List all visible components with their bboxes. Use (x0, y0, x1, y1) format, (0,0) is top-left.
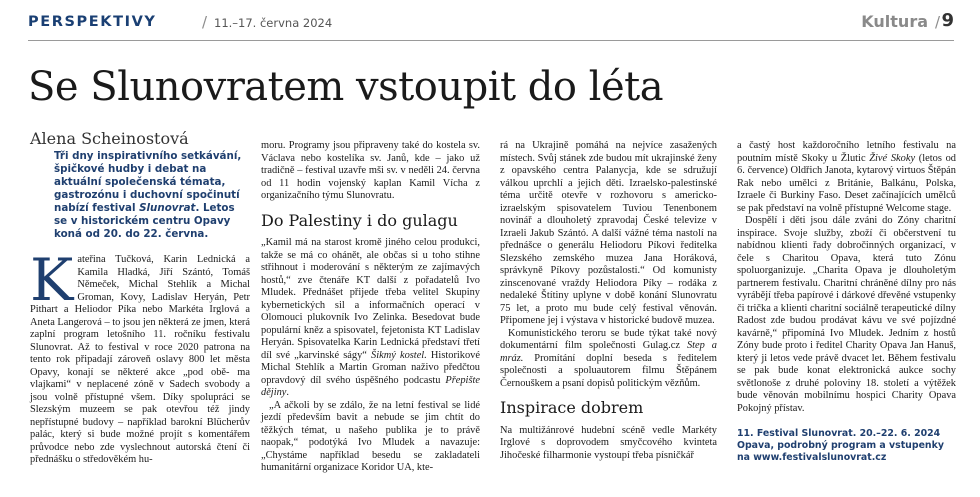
festival-info-box (737, 428, 956, 464)
body-paragraph: Na multižánrové hudební scéně vedle Markéty Irglové s doprovodem smyčcového kvinteta Jihočeské filharmonie vystoupí třeba písničkář (500, 424, 717, 461)
festival-info-line: Opava, podrobný program a vstupenky (737, 440, 944, 451)
section-separator: / (934, 13, 940, 31)
issue-date: 11.–17. června 2024 (214, 16, 333, 30)
subheading-palestine-gulag: Do Palestiny i do gulagu (261, 210, 458, 230)
article-column-1 (30, 150, 250, 467)
article-lead: Tři dny inspirativního setkávání, špičkové hudby i debat na aktuální společenská témata, gastrozónu i duchovní spočinutí nabízí festival Slunovrat. Letos se v historickém centru Opavy koná od 20. do 22. června. (54, 150, 242, 240)
festival-info-line: 11. Festival Slunovrat. 20.–22. 6. 2024 (737, 428, 941, 439)
body-paragraph: Komunistického teroru se bude týkat také nový dokumentární film společnosti Gulag.cz Step a mráz. Promítání doplní beseda s ředitelem společnosti a spoluautorem filmu Štěpánem Černouškem a psaní dopisů politickým vězňům. (500, 327, 718, 389)
body-paragraph: Dospělí i děti jsou dále zváni do Zóny charitní inspirace. Svoje služby, zboží či občerstvení tu nabídnou klienti řady dobročinných organizací, v čele s Charitou Opava, která tuto Zónu spoluorganizuje. „Charita Opava je dlouholetým partnerem festivalu. Charitní chráněné dílny pro nás vyrábějí třeba papírové i dárkové dřevěné vstupenky či trička a klienti charitní sociálně terapeutické dílny Radost zde budou prodávat kávu ve své pojízdné kavárně,“ připomíná Ivo Mludek. Jedním z hostů Zóny bude proto i ředitel Charity Opava Jan Hanuš, který ji letos vede právě dvacet let. Během festivalu se pak bude konat elektronická aukce sochy světlonoše z druhé poloviny 18. století a výtěžek bude věnován mobilnímu hospici Charity Opava Pokojný přístav. (737, 215, 956, 414)
section-name: Kultura (861, 12, 928, 31)
page-number: 9 (941, 10, 954, 31)
article-column-3 (500, 140, 717, 462)
festival-website-link[interactable]: na www.festivalslunovrat.cz (737, 452, 887, 463)
article-author: Alena Scheinostová (30, 129, 189, 148)
article-column-4 (737, 140, 956, 464)
drop-cap: K (30, 246, 74, 314)
body-paragraph: „A ačkoli by se zdálo, že na letní festival se lidé jezdí především bavit a nebude se jim chtít do těžkých témat, u našeho publika je to právě naopak,“ podotýká Ivo Mludek a navazuje: „Chystáme například besedu se zakladateli humanitární organizace Koridor UA, kte- (261, 399, 480, 473)
body-paragraph: Kateřina Tučková, Karin Lednická a Kamila Hladká, Jiří Szántó, Tomáš Němeček, Michal Stehlík a Michal Groman, Kovy, Ladislav Heryán, Petr Pithart a Heliodor Píka nebo Markéta Irglová a Aneta Langerová – to jsou jen některá ze jmen, která zaplní program letošního 11. ročníku festivalu Slunovrat. Až to festival v roce 2020 patrona na tento rok připadají zároveň oslavy 800 let města Opavy, konají se některé akce „pod obě- ma vlajkami“ v neplacené zóně v Sadech svobody a jsou volně přístupné všem. Díky spolupráci se Slezským muzeem se pak otevřou též jindy nepřístupné budovy – například barokní Blücherův palác, který si bude možné projít s komentářem průvodce nebo zde vyslechnout autorská čtení či přednášku o středověkém hu- (30, 246, 250, 465)
article-column-2 (261, 140, 480, 475)
header-separator: / (202, 13, 208, 31)
body-paragraph: moru. Programy jsou připraveny také do kostela sv. Václava nebo kostelíka sv. Janů, kde – jako už tradičně – festival uzavře mši sv. v neděli 24. června od 11 hodin vojenský kaplan Kamil Vícha z organizačního týmu Slunovratu. (261, 140, 480, 201)
body-paragraph: rá na Ukrajině pomáhá na nejvíce zasažených místech. Svůj stánek zde budou mít ukrajinské ženy z opavského centra Palanycja, kde se sdružují válkou uprchlí a jejich děti. Izraelsko-palestinské téma určitě otevře v rozhovoru s americko-izraelským spisovatelem Tuviou Tenenbonem novinář a dlouholetý zpravodaj České televize v Izraeli Jakub Szántó. A další vážné téma nastolí na přednášce o generálu Heliodoru Píkovi ředitelka Slezského zemského muzea Jana Horáková, správkyně Píkovy pozůstalosti.“ Od komunisty zinscenované vraždy Heliodora Píky – rodáka z nedaleké Štítiny uplyne v době konání Slunovratu 75 let, a proto mu bude celý festival věnován. Připomene jej i výstava v historické budově muzea. (500, 140, 717, 326)
page-header (28, 8, 954, 38)
body-paragraph: „Kamil má na starost kromě jiného celou produkci, takže se má co ohánět, ale občas si u toho stihne střihnout i moderování s některým ze zajímavých hostů,“ zve čtenáře KT další z pořadatelů Ivo Mludek. Přednášet přijede třeba velitel Skupiny kybernetických sil a informačních operací v Olomouci plukovník Ivo Zelinka. Besedovat bude populární kněz a spisovatel, fejetonista KT Ladislav Heryán. Spisovatelka Karin Lednická představí třetí díl své „karvinské ságy“ Šikmý kostel. Historikové Michal Stehlík a Martin Groman naživo předčtou opravdový díl svého úspěšného podcastu Přepište dějiny. (261, 237, 480, 398)
body-paragraph: a častý host každoročního letního festivalu na poutním místě Skoky u Žlutic Živé Skoky (letos od 6. července) Oldřich Janota, kytarový virtuos Štěpán Rak nebo umělci z Británie, Balkánu, Polska, Izraele či Burkiny Faso. Deset začínajících umělců se pak představí na volně přístupné Welcome stage. (737, 140, 956, 214)
article-title: Se Slunovratem vstoupit do léta (28, 64, 664, 110)
subheading-inspirace: Inspirace dobrem (500, 398, 644, 417)
publication-section-brand: PERSPEKTIVY (28, 14, 157, 30)
header-rule (28, 40, 954, 41)
